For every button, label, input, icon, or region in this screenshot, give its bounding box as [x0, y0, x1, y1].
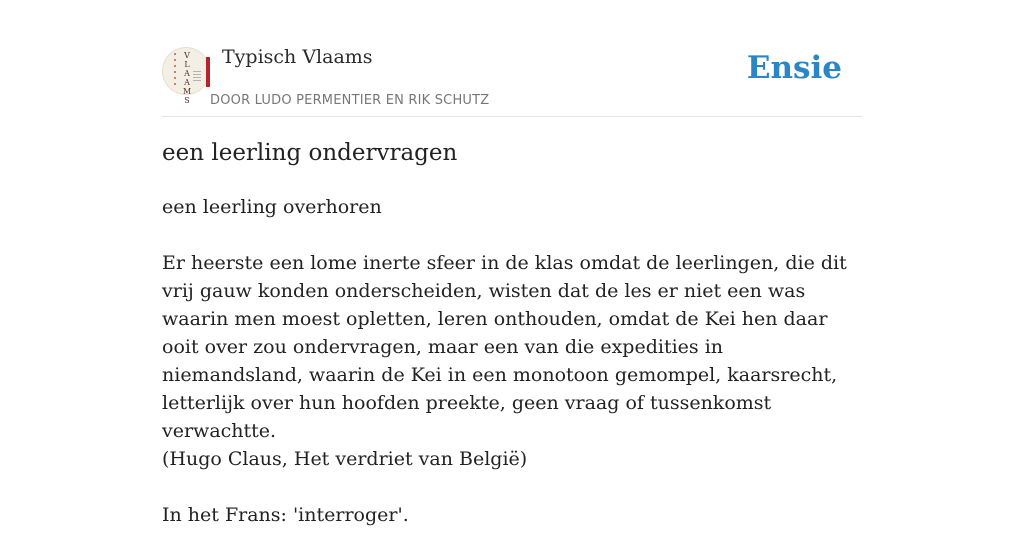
- dictionary-authors: DOOR LUDO PERMENTIER EN RIK SCHUTZ: [210, 93, 490, 108]
- entry-french-translation: In het Frans: 'interroger'.: [162, 504, 409, 526]
- entry-quote: Er heerste een lome inerte sfeer in de klas omdat de leerlingen, die dit vrij gauw konden onderscheiden, wisten dat de les er niet een was waarin men moest opletten, leren onthouden, omdat de Kei hen daar ooit over zou ondervragen, maar een van die expedities in niemandsland, waarin de Kei in een monotoon gemompel, kaarsrecht, letterlijk over hun hoofden preekte, geen vraag of tussenkomst verwachtte.: [162, 252, 847, 442]
- quote-source: (Hugo Claus, Het verdriet van België): [162, 448, 528, 470]
- entry-definition: [162, 193, 862, 557]
- entry-card: [162, 0, 862, 526]
- ensie-brand-logo[interactable]: Ensie: [746, 50, 842, 86]
- dictionary-title[interactable]: Typisch Vlaams: [222, 46, 373, 68]
- book-cover-logo-icon[interactable]: V L A A M S: [162, 47, 210, 95]
- entry-term: een leerling ondervragen: [162, 140, 458, 166]
- entry-synonym: een leerling overhoren: [162, 196, 382, 218]
- dictionary-header: [162, 0, 862, 117]
